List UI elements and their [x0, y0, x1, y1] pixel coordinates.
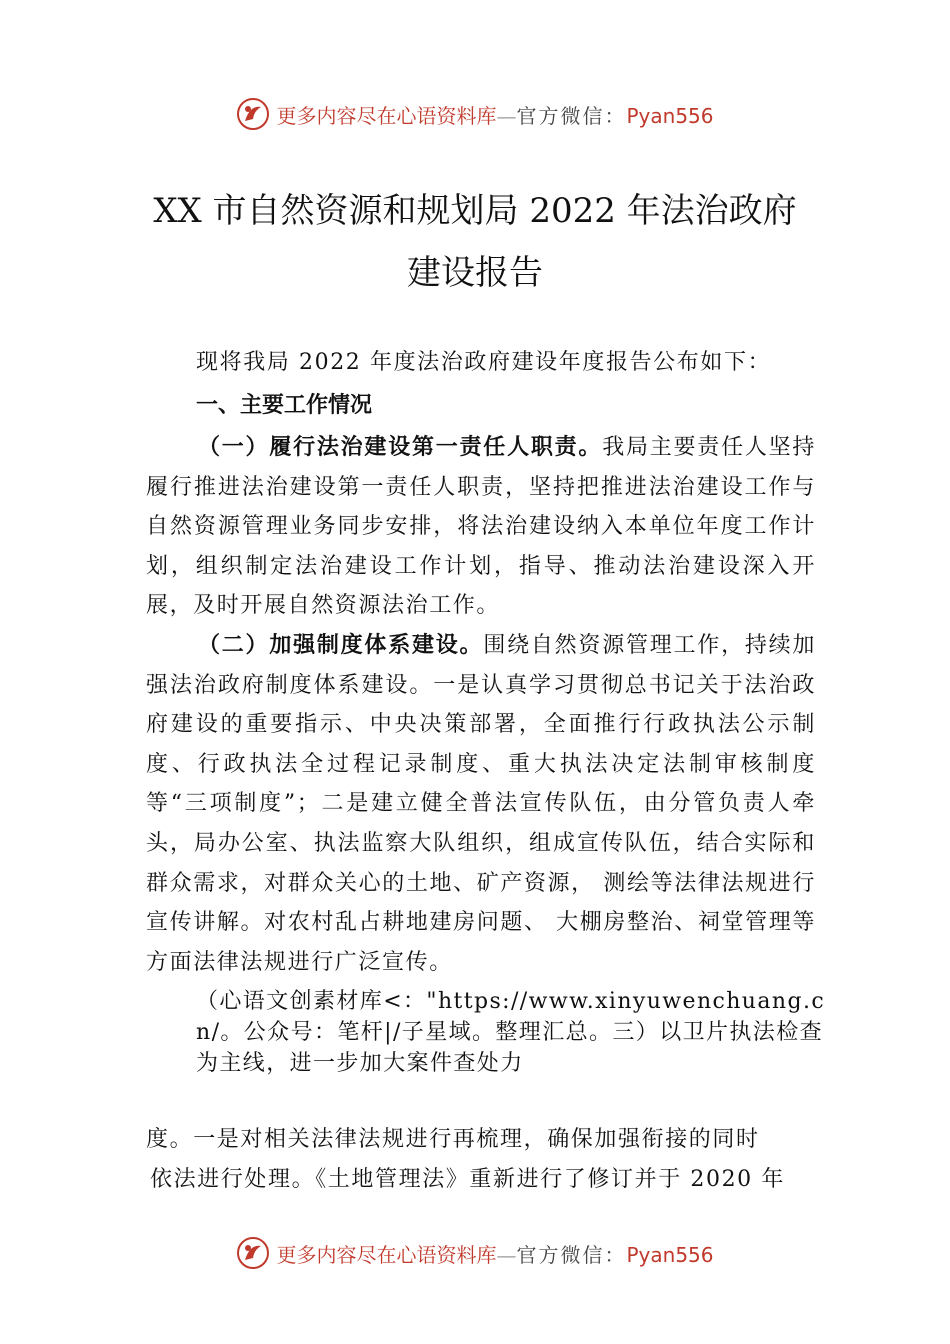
- item-1-lead: （一）履行法治建设第一责任人职责。: [198, 434, 603, 460]
- title-line-2: 建设报告: [407, 253, 543, 293]
- watermark-top: [0, 94, 950, 134]
- item-1-paragraph: [146, 428, 816, 626]
- item-2-body: 围绕自然资源管理工作，持续加强法治政府制度体系建设。一是认真学习贯彻总书记关于法治政府建设的重要指示、中央决策部署，全面推行行政执法公示制度、行政执法全过程记录制度、重大执法决定法制审核制度等“三项制度”；二是建立健全普法宣传队伍，由分管负责人牵头，局办公室、执法监察大队组织，组成宣传队伍，结合实际和群众需求，对群众关心的土地、矿产资源， 测绘等法律法规进行宣传讲解。对农村乱占耕地建房问题、 大棚房整治、祠堂管理等方面法律法规进行广泛宣传。: [146, 633, 816, 975]
- seal-logo-icon: [236, 1236, 270, 1270]
- item-1-body: 我局主要责任人坚持履行推进法治建设第一责任人职责，坚持把推进法治建设工作与自然资源管理业务同步安排，将法治建设纳入本单位年度工作计划，组织制定法治建设工作计划，指导、推动法治建设深入开展，及时开展自然资源法治工作。: [146, 435, 816, 619]
- watermark-bottom: [0, 1233, 950, 1273]
- document-title: [80, 180, 870, 304]
- item-2-lead: （二）加强制度体系建设。: [198, 632, 484, 658]
- seal-logo-icon: [236, 97, 270, 131]
- section-heading: 一、主要工作情况: [196, 393, 373, 418]
- tail-line-2: 依法进行处理。《土地管理法》重新进行了修订并于 2020 年: [150, 1167, 785, 1192]
- intro-paragraph: 现将我局 2022 年度法治政府建设年度报告公布如下：: [196, 350, 772, 375]
- watermark-text: 更多内容尽在心语资料库—官方微信：Pyan556: [276, 103, 714, 128]
- inserted-note: （心语文创素材库<："https://www.xinyuwenchuang.cn/。公众号：笔杆|/子星域。整理汇总。三）以卫片执法检查为主线，进一步加大案件查处力: [196, 989, 826, 1076]
- title-line-1: XX 市自然资源和规划局 2022 年法治政府: [153, 191, 797, 231]
- item-2-paragraph: [146, 626, 816, 982]
- watermark-text: 更多内容尽在心语资料库—官方微信：Pyan556: [276, 1242, 714, 1267]
- tail-line-1: 度。一是对相关法律法规进行再梳理，确保加强衔接的同时: [146, 1127, 760, 1152]
